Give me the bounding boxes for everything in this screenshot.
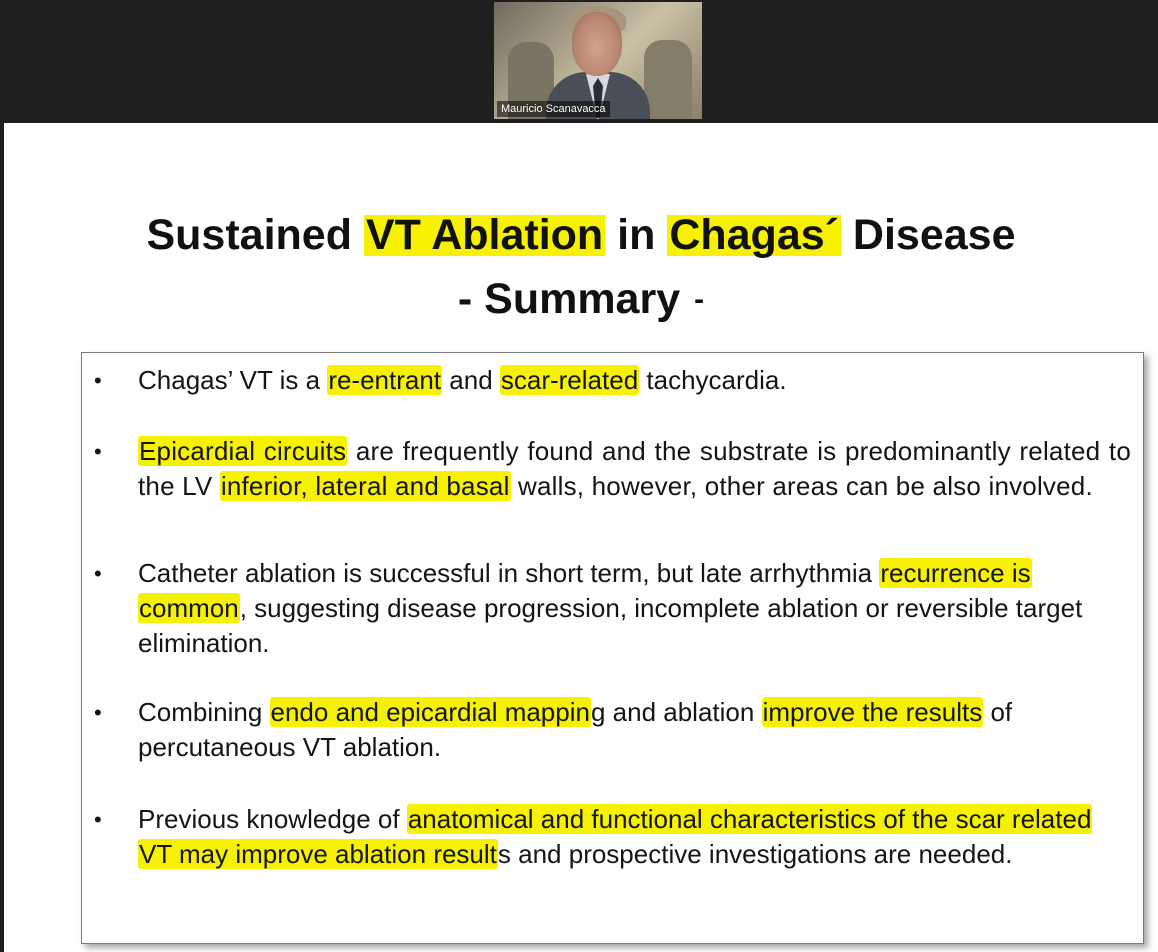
text-segment: are frequently found and the substrate is predominantly related to the LV (138, 436, 1131, 501)
text-segment: Chagas’ VT is a (138, 365, 328, 395)
highlighted-text: inferior, lateral and basal (220, 471, 510, 501)
summary-box (81, 352, 1144, 944)
bullet-text (138, 434, 1131, 504)
bullet-dot: • (94, 700, 102, 725)
highlighted-text: scar-related (500, 365, 639, 395)
title-highlight: VT Ablation (365, 211, 604, 259)
subtitle-dash: - (694, 283, 705, 316)
participant-face (572, 12, 622, 76)
bullet-text (138, 695, 1131, 765)
title-part: Disease (840, 211, 1016, 259)
bullet-dot: • (94, 561, 102, 586)
text-segment: tachycardia. (639, 365, 787, 395)
participant-name-label: Mauricio Scanavacca (497, 101, 610, 117)
title-highlight: Chagas´ (669, 211, 839, 259)
text-segment: , suggesting disease progression, incomplete ablation or reversible target elimination. (138, 593, 1083, 658)
text-segment: Combining (138, 697, 270, 727)
subtitle-text: - Summary (457, 275, 681, 323)
highlighted-text: recurrence is common (139, 558, 1031, 623)
text-segment: Catheter ablation is successful in short term, but late arrhythmia (138, 558, 880, 588)
highlighted-text: anatomical and functional characteristics of the scar related VT may improve ablation result (139, 804, 1092, 869)
video-strip (0, 0, 1158, 122)
text-segment: Previous knowledge of (138, 804, 407, 834)
text-segment: and (442, 365, 500, 395)
highlighted-text: re-entrant (328, 365, 442, 395)
chair-back-right (644, 40, 692, 119)
slide-subtitle (4, 275, 1158, 324)
slide-title (4, 211, 1158, 260)
title-part: Sustained (146, 211, 364, 259)
participant-video-tile[interactable] (494, 2, 702, 119)
text-segment: s and prospective investigations are needed. (497, 839, 1013, 869)
shared-slide (4, 123, 1158, 952)
bullet-text (138, 556, 1131, 661)
highlighted-text: endo and epicardial mappin (270, 697, 590, 727)
bullet-dot: • (94, 368, 102, 393)
highlighted-text: Epicardial circuits (139, 436, 347, 466)
text-segment: walls, however, other areas can be also involved. (510, 471, 1093, 501)
title-part: in (605, 211, 668, 259)
bullet-text (138, 363, 1131, 398)
text-segment: g and ablation (590, 697, 762, 727)
bullet-dot: • (94, 439, 102, 464)
bullet-dot: • (94, 807, 102, 832)
highlighted-text: improve the results (762, 697, 983, 727)
bullet-text (138, 802, 1131, 872)
text-segment: of percutaneous VT ablation. (138, 697, 1013, 762)
